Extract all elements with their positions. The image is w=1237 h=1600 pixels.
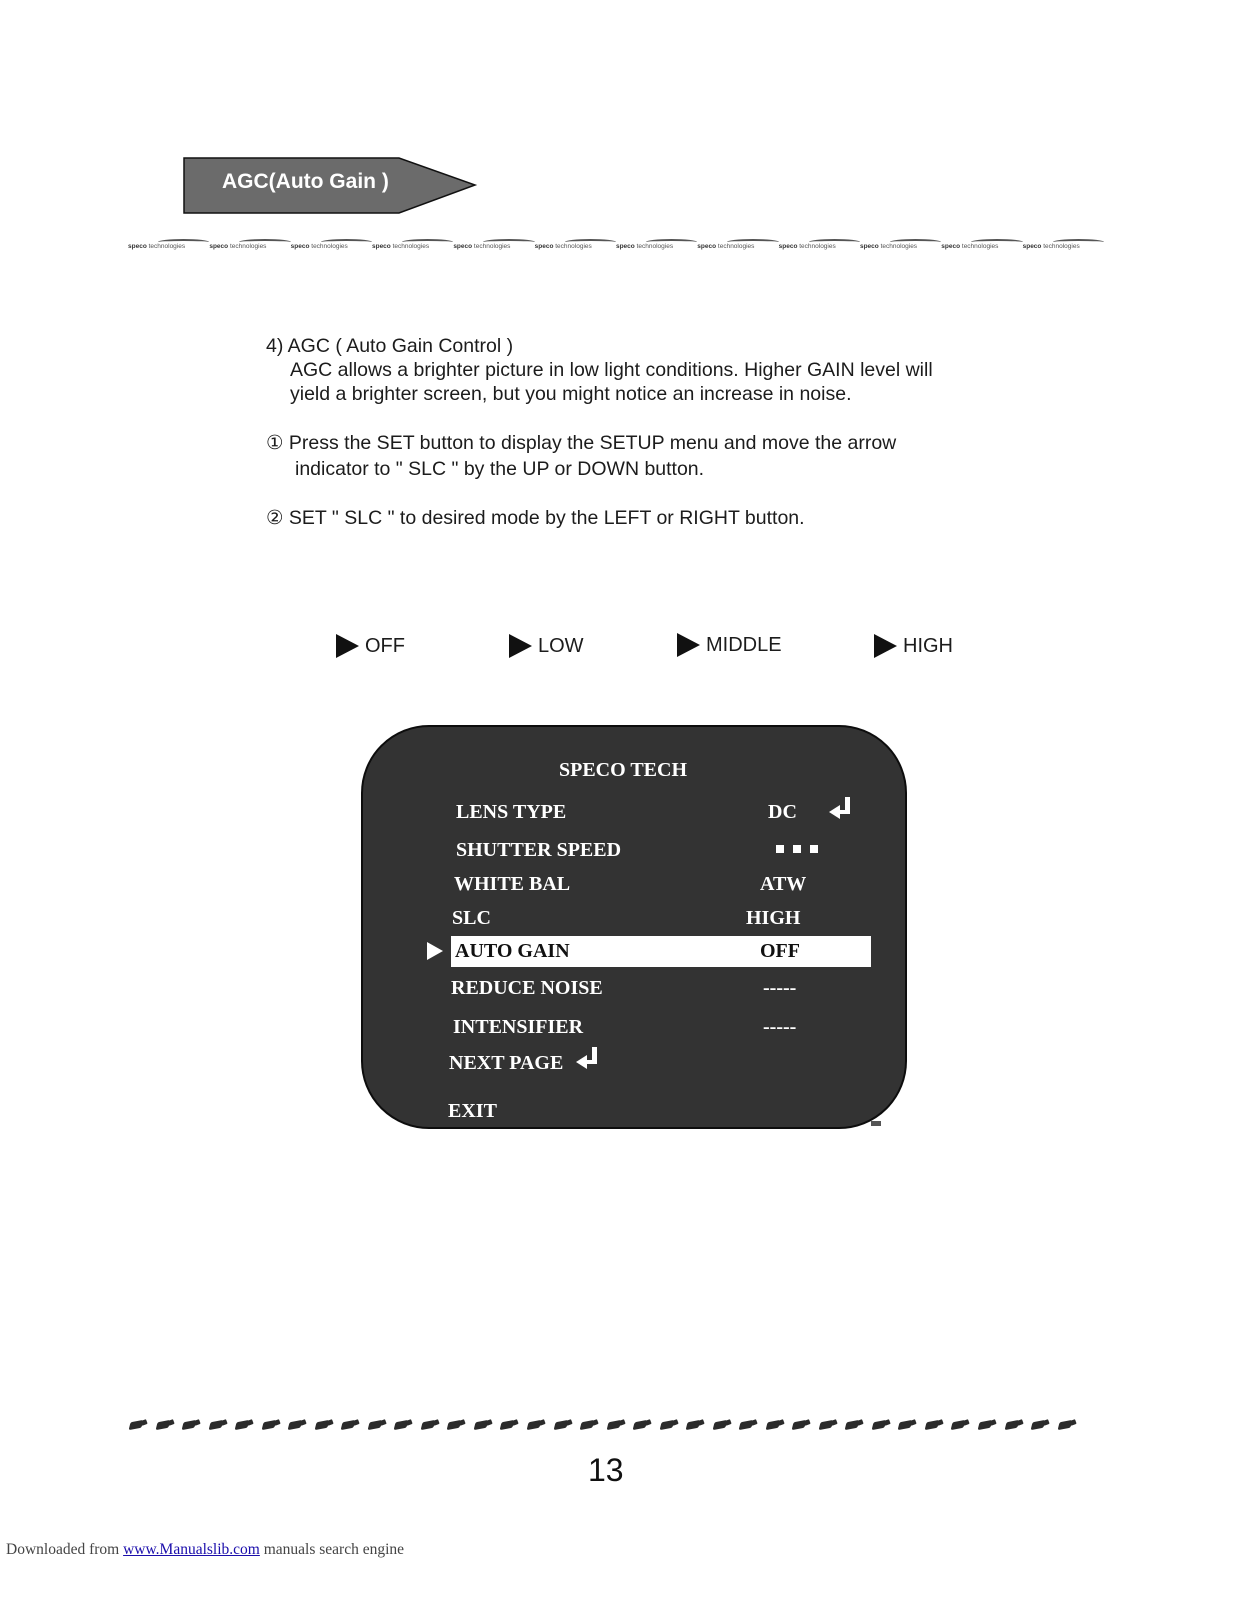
logo-text	[128, 243, 185, 250]
mode-option-off	[336, 634, 405, 658]
mode-label: LOW	[538, 634, 584, 657]
speco-logo	[453, 238, 534, 252]
manualslib-link[interactable]: www.Manualslib.com	[123, 1541, 260, 1558]
speco-logo	[1023, 238, 1104, 252]
section-description-line-2: yield a brighter screen, but you might notice an increase in noise.	[290, 383, 852, 405]
logo-text-rest: technologies	[636, 243, 674, 250]
camera-icon	[897, 1418, 924, 1436]
camera-icon	[420, 1418, 447, 1436]
logo-text	[1023, 243, 1080, 250]
logo-text-rest: technologies	[555, 243, 592, 250]
camera-icon	[340, 1418, 367, 1436]
logo-strip	[128, 238, 1104, 252]
logo-text-rest: technologies	[961, 243, 999, 250]
play-arrow-icon	[336, 634, 359, 658]
download-suffix: manuals search engine	[259, 1541, 405, 1558]
speco-logo	[372, 238, 453, 252]
value-dot-icon	[810, 845, 818, 853]
banner-label: AGC(Auto Gain )	[222, 170, 389, 193]
mode-option-high	[874, 634, 953, 658]
camera-icon	[526, 1418, 553, 1436]
osd-row-label: EXIT	[448, 1100, 497, 1122]
logo-text	[209, 243, 266, 250]
speco-logo	[535, 238, 616, 252]
logo-text-bold: speco	[859, 243, 879, 250]
logo-text-rest: technologies	[880, 243, 918, 250]
osd-row-label: SLC	[452, 907, 491, 929]
step-1-line-2: indicator to " SLC " by the UP or DOWN button.	[295, 458, 705, 480]
osd-row-value-selected: OFF	[760, 940, 800, 962]
camera-icon	[1004, 1418, 1031, 1436]
logo-text-rest: technologies	[799, 243, 836, 250]
mode-option-middle	[677, 633, 782, 657]
camera-icon	[181, 1418, 208, 1436]
speco-logo	[860, 238, 941, 252]
camera-icon	[818, 1418, 845, 1436]
camera-icon-strip	[128, 1418, 1083, 1436]
camera-icon	[155, 1418, 182, 1436]
logo-text-rest: technologies	[392, 243, 430, 250]
speco-logo	[779, 238, 860, 252]
osd-menu-screen	[361, 725, 907, 1129]
osd-row-value: -----	[763, 977, 797, 999]
osd-row-label: SHUTTER SPEED	[456, 839, 622, 861]
logo-text-rest: technologies	[1043, 243, 1080, 250]
osd-row-value: HIGH	[746, 907, 801, 929]
camera-icon	[791, 1418, 818, 1436]
speco-logo	[291, 238, 372, 252]
osd-corner-mark	[871, 1121, 881, 1126]
osd-row-value: -----	[763, 1016, 797, 1038]
camera-icon	[1030, 1418, 1057, 1436]
osd-row-label: REDUCE NOISE	[451, 977, 603, 999]
camera-icon	[765, 1418, 792, 1436]
camera-icon	[261, 1418, 288, 1436]
play-arrow-icon	[509, 634, 532, 658]
logo-text-rest: technologies	[148, 243, 186, 250]
camera-icon	[208, 1418, 235, 1436]
osd-row-label: WHITE BAL	[454, 873, 571, 895]
camera-icon	[685, 1418, 712, 1436]
osd-title: SPECO TECH	[559, 759, 687, 781]
camera-icon	[314, 1418, 341, 1436]
camera-icon	[977, 1418, 1004, 1436]
play-arrow-icon	[677, 633, 700, 657]
osd-row-value: DC	[768, 801, 797, 823]
osd-row-value: ATW	[760, 873, 807, 895]
camera-icon	[1057, 1418, 1084, 1436]
camera-icon	[924, 1418, 951, 1436]
logo-text-bold: speco	[371, 243, 391, 250]
logo-text	[779, 243, 836, 250]
download-note	[6, 1541, 404, 1559]
speco-logo	[128, 238, 209, 252]
osd-row-label: NEXT PAGE	[449, 1052, 564, 1074]
camera-icon	[473, 1418, 500, 1436]
logo-text	[535, 243, 592, 250]
logo-text-bold: speco	[615, 243, 635, 250]
camera-icon	[712, 1418, 739, 1436]
logo-text	[616, 243, 673, 250]
logo-text-bold: speco	[209, 243, 229, 250]
play-arrow-icon	[874, 634, 897, 658]
logo-text-bold: speco	[453, 243, 473, 250]
logo-text-bold: speco	[128, 243, 147, 250]
camera-icon	[128, 1418, 155, 1436]
camera-icon	[287, 1418, 314, 1436]
camera-icon	[446, 1418, 473, 1436]
speco-logo	[697, 238, 778, 252]
mode-label: MIDDLE	[706, 633, 782, 656]
logo-text	[372, 243, 429, 250]
logo-text-rest: technologies	[311, 243, 348, 250]
camera-icon	[738, 1418, 765, 1436]
step-2: ② SET " SLC " to desired mode by the LEFT or RIGHT button.	[266, 507, 805, 529]
camera-icon	[844, 1418, 871, 1436]
enter-icon	[576, 1046, 600, 1072]
camera-icon	[499, 1418, 526, 1436]
mode-option-low	[509, 634, 584, 658]
logo-text-bold: speco	[778, 243, 798, 250]
logo-text-rest: technologies	[229, 243, 267, 250]
logo-text-bold: speco	[290, 243, 310, 250]
logo-text	[697, 243, 754, 250]
logo-text	[941, 243, 998, 250]
camera-icon	[632, 1418, 659, 1436]
speco-logo	[209, 238, 290, 252]
logo-text-bold: speco	[941, 243, 961, 250]
camera-icon	[234, 1418, 261, 1436]
section-title: 4) AGC ( Auto Gain Control )	[266, 335, 514, 357]
osd-row-label: INTENSIFIER	[453, 1016, 584, 1038]
camera-icon	[393, 1418, 420, 1436]
section-description-line-1: AGC allows a brighter picture in low light conditions. Higher GAIN level will	[290, 359, 933, 381]
camera-icon	[950, 1418, 977, 1436]
speco-logo	[941, 238, 1022, 252]
camera-icon	[606, 1418, 633, 1436]
page-number: 13	[588, 1452, 624, 1488]
speco-logo	[616, 238, 697, 252]
logo-text	[860, 243, 917, 250]
value-dot-icon	[793, 845, 801, 853]
step-1-line-1: ① Press the SET button to display the SETUP menu and move the arrow	[266, 432, 897, 454]
camera-icon	[579, 1418, 606, 1436]
logo-text-rest: technologies	[717, 243, 755, 250]
osd-row-label-selected: AUTO GAIN	[455, 940, 570, 962]
logo-text-rest: technologies	[473, 243, 511, 250]
logo-text-bold: speco	[1022, 243, 1042, 250]
mode-label: OFF	[365, 634, 405, 657]
osd-row-label: LENS TYPE	[456, 801, 567, 823]
camera-icon	[871, 1418, 898, 1436]
logo-text	[453, 243, 510, 250]
camera-icon	[659, 1418, 686, 1436]
camera-icon	[553, 1418, 580, 1436]
enter-icon	[829, 796, 853, 822]
selection-pointer-icon	[427, 942, 443, 960]
logo-text	[291, 243, 348, 250]
mode-label: HIGH	[903, 634, 953, 657]
logo-text-bold: speco	[697, 243, 717, 250]
logo-text-bold: speco	[534, 243, 554, 250]
value-dot-icon	[776, 845, 784, 853]
camera-icon	[367, 1418, 394, 1436]
download-prefix: Downloaded from	[6, 1541, 124, 1558]
